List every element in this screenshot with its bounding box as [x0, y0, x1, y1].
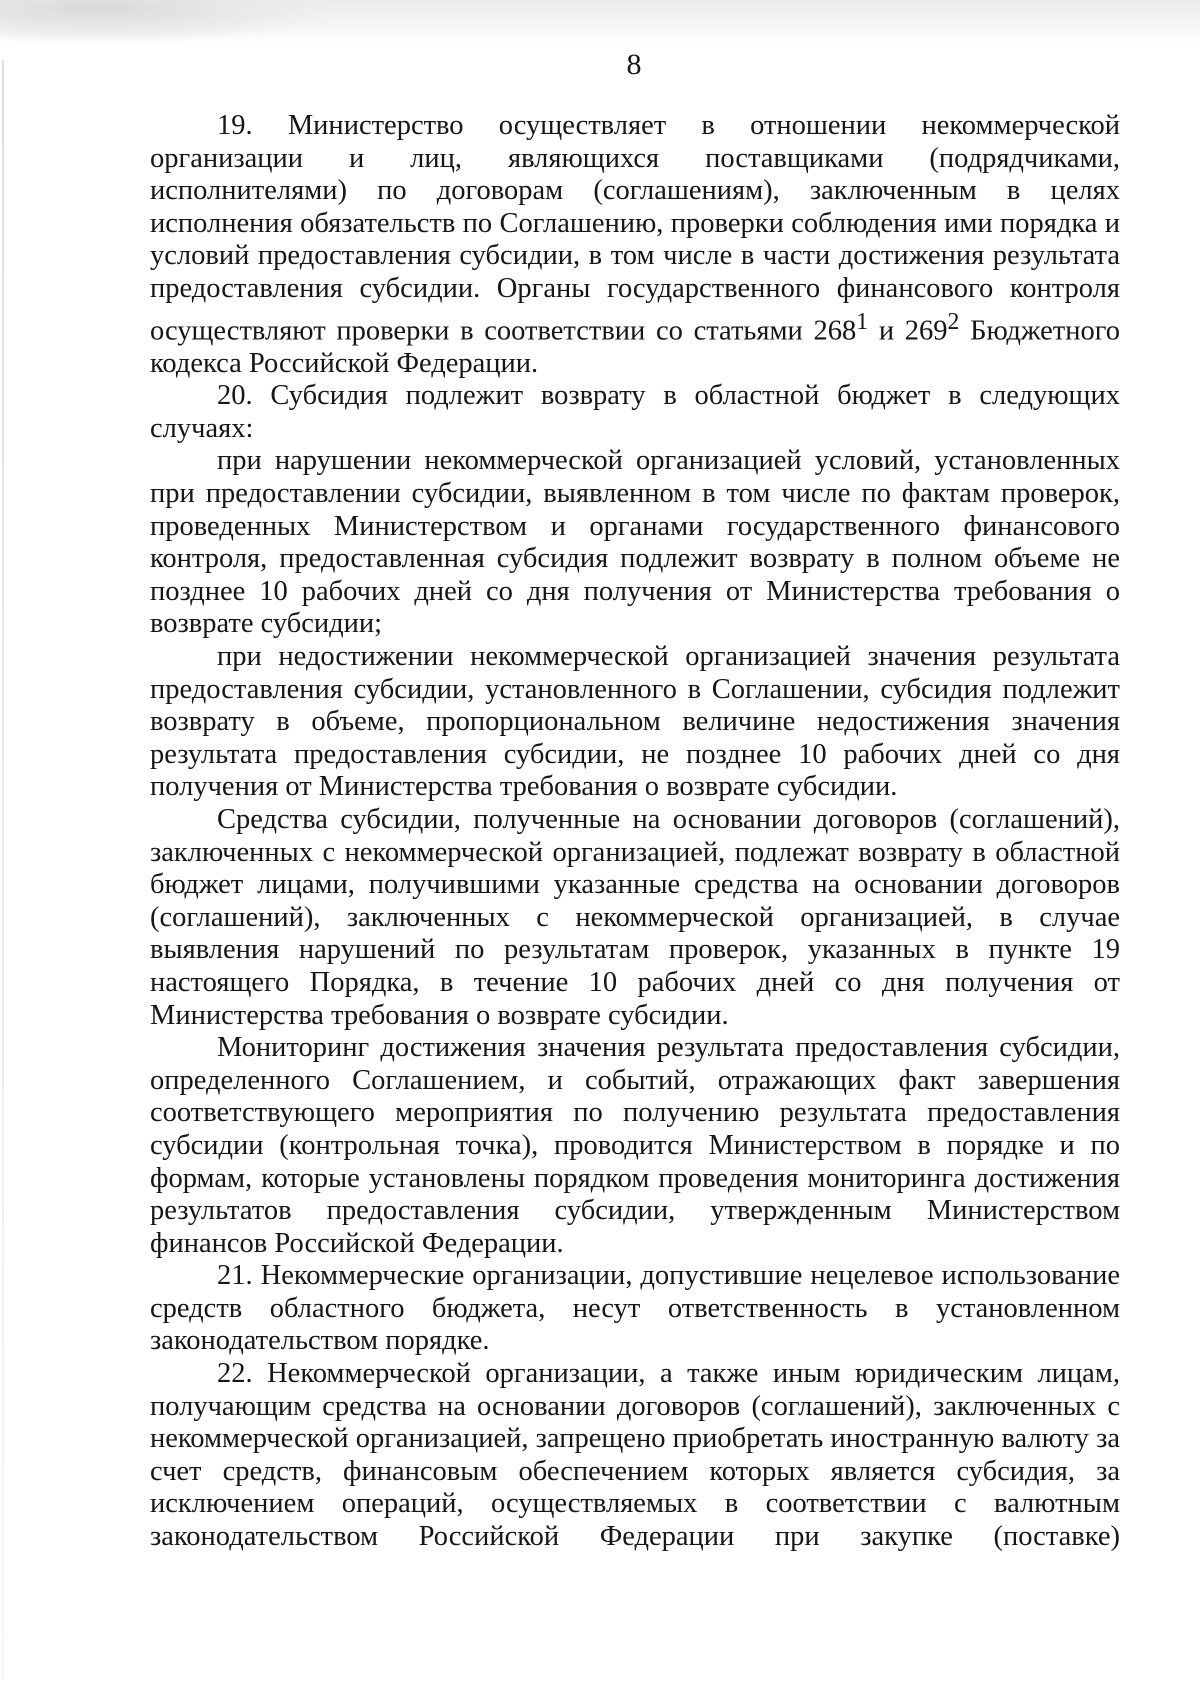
paragraph-20-item-a: при нарушении некоммерческой организацией условий, установленных при предоставлении субсидии, выявленном в том числе по фактам проверок, проведенных Министерством и органами государственного финансового контроля, предоставленная субсидия подлежит возврату в полном объеме не позднее 10 рабочих дней со дня получения от Министерства требования о возврате субсидии; [150, 445, 1120, 640]
paragraph-20-monitoring: Мониторинг достижения значения результата предоставления субсидии, определенного Соглашением, и событий, отражающих факт завершения соответствующего мероприятия по получению результата предоставления субсидии (контрольная точка), проводится Министерством в порядке и по формам, которые установлены порядком проведения мониторинга достижения результатов предоставления субсидии, утвержденным Министерством финансов Российской Федерации. [150, 1032, 1120, 1259]
paragraph-19-text-end: Бюджетного кодекса Российской Федерации. [150, 315, 1120, 379]
paragraph-21: 21. Некоммерческие организации, допустившие нецелевое использование средств областного бюджета, несут ответственность в установленном законодательством порядке. [150, 1260, 1120, 1357]
paragraph-20-item-b: при недостижении некоммерческой организацией значения результата предоставления субсидии, установленного в Соглашении, субсидия подлежит возврату в объеме, пропорциональном величине недостижения значения результата предоставления субсидии, не позднее 10 рабочих дней со дня получения от Министерства требования о возврате субсидии. [150, 641, 1120, 803]
paragraph-19-text: 19. Министерство осуществляет в отношении некоммерческой организации и лиц, являющихся поставщиками (подрядчиками, исполнителями) по договорам (соглашениям), заключенным в целях исполнения обязательств по Соглашению, проверки соблюдения ими порядка и условий предоставления субсидии, в том числе в части достижения результата предоставления субсидии. Органы государственного финансового контроля осуществляют проверки в соответствии со статьями 268 [150, 110, 1120, 347]
paragraph-22: 22. Некоммерческой организации, а также иным юридическим лицам, получающим средства на основании договоров (соглашений), заключенных с некоммерческой организацией, запрещено приобретать иностранную валюту за счет средств, финансовым обеспечением которых является субсидия, за исключением операций, осуществляемых в соответствии с валютным законодательством Российской Федерации при закупке (поставке) [150, 1358, 1120, 1553]
page-number: 8 [626, 48, 642, 81]
paragraph-19 [150, 110, 1120, 380]
footnote-marker: 2 [947, 308, 960, 335]
paragraph-20-funds: Средства субсидии, полученные на основании договоров (соглашений), заключенных с некоммерческой организацией, подлежат возврату в областной бюджет лицами, получившими указанные средства на основании договоров (соглашений), заключенных с некоммерческой организацией, в случае выявления нарушений по результатам проверок, указанных в пункте 19 настоящего Порядка, в течение 10 рабочих дней со дня получения от Министерства требования о возврате субсидии. [150, 803, 1120, 1031]
paragraph-20: 20. Субсидия подлежит возврату в областной бюджет в следующих случаях: [150, 380, 1120, 444]
footnote-marker: 1 [856, 308, 869, 335]
document-body [150, 110, 1120, 1554]
paragraph-19-text-cont: и 269 [868, 315, 948, 347]
